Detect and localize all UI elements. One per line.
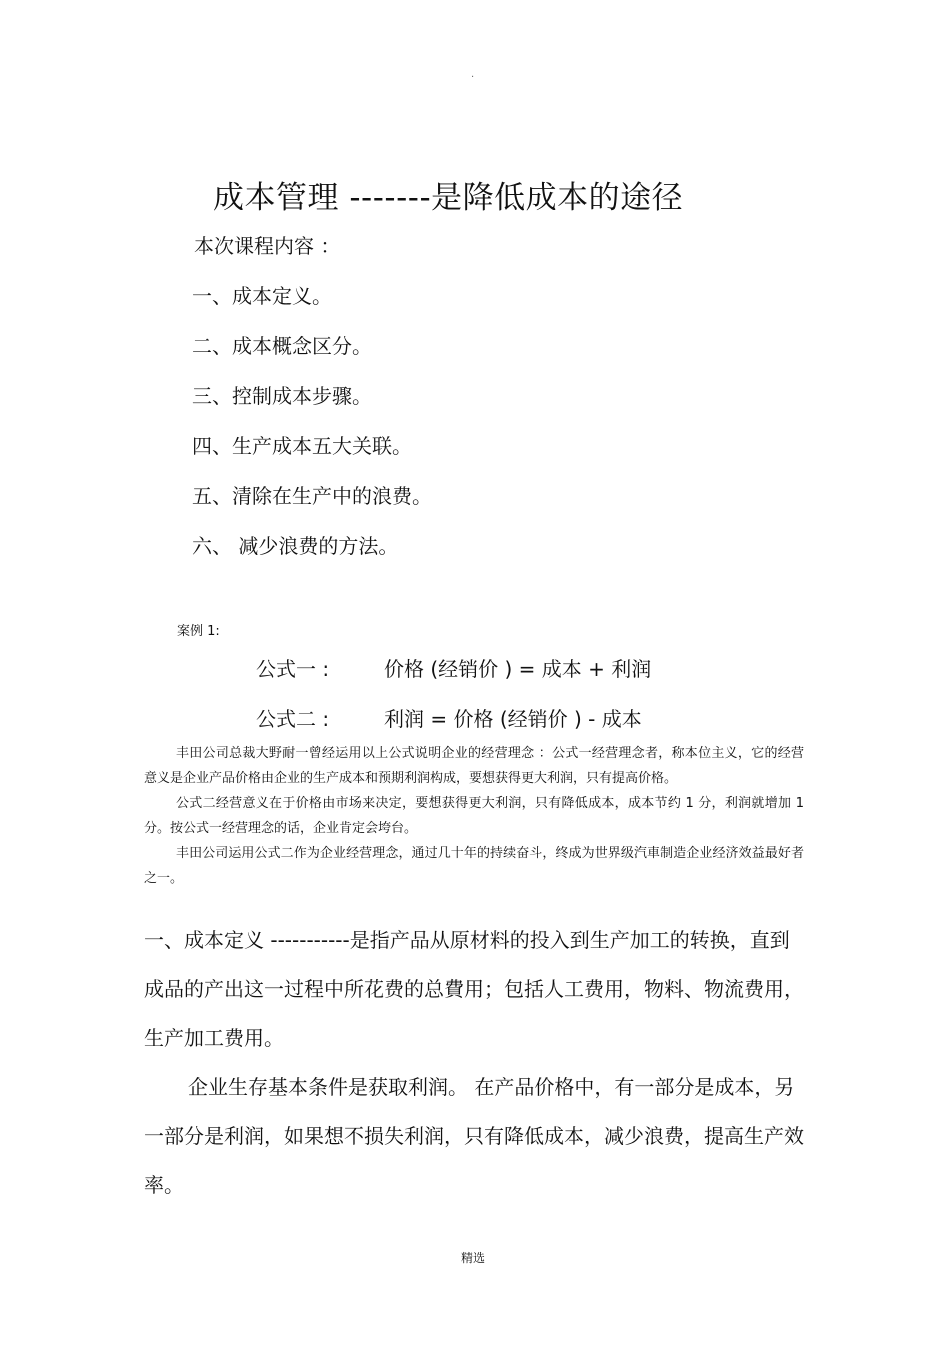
formula-1-expression: 价格 (经销价 ) = 成本 + 利润 <box>384 657 652 681</box>
course-intro: 本次课程内容 ： <box>194 234 341 258</box>
case-paragraph: 公式二经营意义在于价格由市场来决定，要想获得更大利润，只有降低成本，成本节约 1 分，利润就增加 1 分。按公式一经营理念的话，企业肯定会垮台。 <box>144 796 804 836</box>
outline-item-6: 六、 减少浪费的方法。 <box>192 534 399 558</box>
outline-item-3: 三、控制成本步骤。 <box>192 384 372 408</box>
outline-item-1: 一、成本定义。 <box>192 284 332 308</box>
outline-item-5: 五、清除在生产中的浪费。 <box>192 484 432 508</box>
profit-paragraph: 企业生存基本条件是获取利润。 在产品价格中，有一部分是成本，另一部分是利润，如果想不损失利润，只有降低成本，减少浪费，提高生产效率。 <box>144 1075 804 1197</box>
formula-1-label: 公式一 : <box>256 657 330 681</box>
formula-2-expression: 利润 = 价格 (经销价 ) - 成本 <box>384 707 642 731</box>
header-mark: · <box>471 72 475 83</box>
case-paragraph: 丰田公司运用公式二作为企业经营理念，通过几十年的持续奋斗，终成为世界级汽車制造企业经济效益最好者之一。 <box>144 846 804 886</box>
outline-item-2: 二、成本概念区分。 <box>192 334 372 358</box>
case-description <box>144 741 804 891</box>
formula-2-label: 公式二 : <box>256 707 330 731</box>
page-footer: 精选 <box>461 1251 486 1265</box>
case-paragraph: 丰田公司总裁大野耐一曾经运用以上公式说明企业的经营理念 ：公式一经营理念者，称本位主义，它的经营意义是企业产品价格由企业的生产成本和预期利润构成，要想获得更大利润，只有提高价格。 <box>144 746 804 786</box>
page-title: 成本管理 -------是降低成本的途径 <box>213 180 684 216</box>
definition-paragraph: 一、成本定义 -----------是指产品从原材料的投入到生产加工的转换，直到成品的产出这一过程中所花费的总費用；包括人工费用，物料、物流费用，生产加工费用。 <box>144 928 804 1050</box>
case-label: 案例 1: <box>177 624 220 639</box>
definition-section <box>144 916 804 1210</box>
outline-item-4: 四、生产成本五大关联。 <box>192 434 412 458</box>
